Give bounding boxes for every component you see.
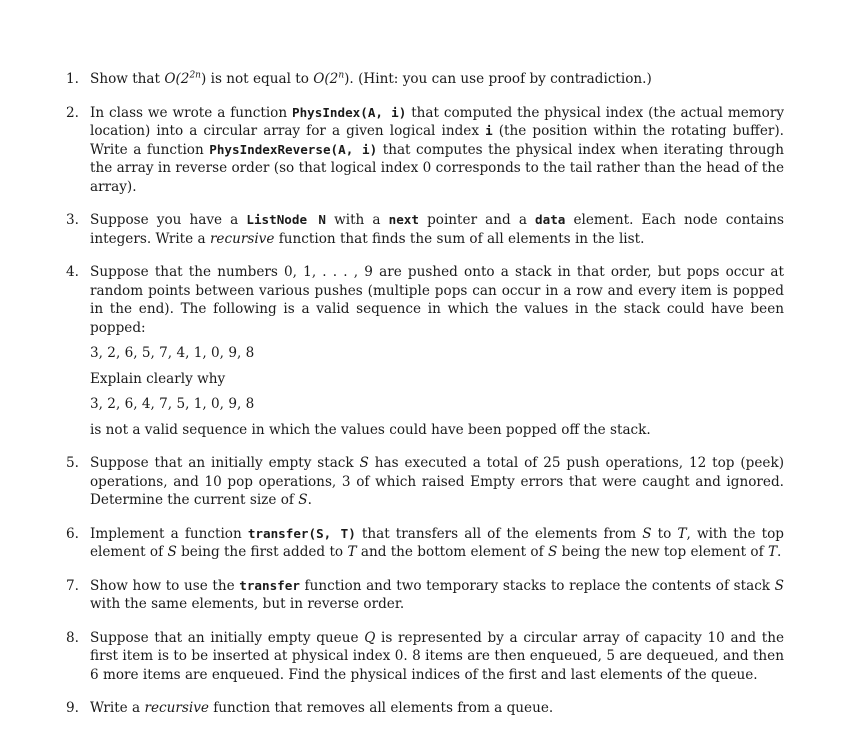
code-listnode: ListNode N <box>246 212 326 227</box>
problem-number: 9. <box>66 700 79 716</box>
code-physindexreverse: PhysIndexReverse(A, i) <box>209 141 378 157</box>
problem-number: 7. <box>66 577 79 594</box>
problem-1: 1. Show that $O(2^{2n})$ is not equal to O(2$^n$). (Hint: you can use proof by contradiction.) <box>66 70 652 87</box>
code-data: data <box>535 212 566 227</box>
valid-sequence: 3, 2, 6, 5, 7, 4, 1, 0, 9, 8 <box>90 345 255 361</box>
problem-5: 5. Suppose that an initially empty stack S has executed a total of 25 push operations, 12 top (peek) operations, and 10 pop operations, 3 of which raised Empty errors that were caught and ignored. Determine the current size of S. <box>66 455 784 508</box>
problem-number: 6. <box>66 525 79 542</box>
problem-2: 2. In class we wrote a function PhysIndex(A, i) that computed the physical index (the actual memory location) into a circular array for a given logical index i (the position within the rotating buffer). Write a function PhysIndexReverse(A, i) that computes the physical index when iterating through the array in reverse order (so that logical index 0 corresponds to the tail rather than the head of the array). <box>66 104 785 195</box>
code-next: next <box>388 212 419 227</box>
problem-number: 4. <box>66 264 79 280</box>
problem-number: 8. <box>66 629 79 646</box>
problem-3: 3. Suppose you have a ListNode N with a next pointer and a data element. Each node contains integers. Write a recursive function that finds the sum of all elements in the list. <box>66 212 784 247</box>
problem-number: 2. <box>66 104 79 121</box>
problem-number: 5. <box>66 455 79 471</box>
problem-7: 7. Show how to use the transfer function and two temporary stacks to replace the contents of stack S with the same elements, but in reverse order. <box>66 577 784 612</box>
problem-list <box>66 70 784 733</box>
code-physindex: PhysIndex(A, i) <box>292 104 407 120</box>
problem-8: 8. Suppose that an initially empty queue Q is represented by a circular array of capacity 10 and the first item is to be inserted at physical index 0. 8 items are then enqueued, 5 are dequeued, and then 6 more items are enqueued. Find the physical indices of the first and last elements of the queue. <box>66 629 784 683</box>
code-i: i <box>485 123 493 138</box>
invalid-sequence: 3, 2, 6, 4, 7, 5, 1, 0, 9, 8 <box>90 396 255 412</box>
problem-number: 1. <box>66 71 79 87</box>
problem-6: 6. Implement a function transfer(S, T) that transfers all of the elements from S to T, with the top element of S being the first added to T and the bottom element of S being the new top element of T. <box>66 525 784 560</box>
problem-number: 3. <box>66 212 79 228</box>
problem-4: 4. Suppose that the numbers 0, 1, . . . , 9 are pushed onto a stack in that order, but pops occur at random points between various pushes (multiple pops can occur in a row and every item is popped in the end). The following is a valid sequence in which the values in the stack could have been popped: 3, 2, 6, 5, 7, 4, 1, 0, 9, 8 Explain clearly why 3, 2, 6, 4, 7, 5, 1, 0, 9, 8 is not a valid sequence in which the values could have been popped off the stack. <box>66 264 784 438</box>
code-transfer: transfer <box>239 577 300 593</box>
problem-9: 9. Write a recursive function that removes all elements from a queue. <box>66 700 554 716</box>
code-transfer: transfer(S, T) <box>247 525 356 541</box>
